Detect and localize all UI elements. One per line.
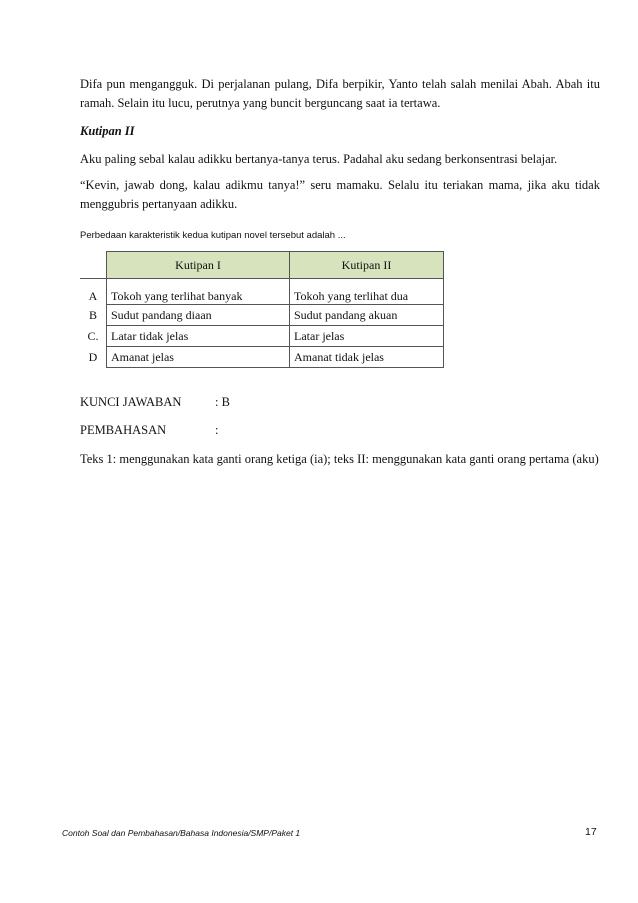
paragraph-aku: Aku paling sebal kalau adikku bertanya-tanya terus. Padahal aku sedang berkonsentrasi belajar. [80,152,558,166]
question-text: Perbedaan karakteristik kedua kutipan novel tersebut adalah ... [80,230,346,241]
pembahasan-label: PEMBAHASAN [80,423,167,437]
option-kutipan-2: Amanat tidak jelas [290,347,444,368]
table-header-kutipan-2: Kutipan II [290,252,444,279]
paragraph-kevin: “Kevin, jawab dong, kalau adikmu tanya!” seru mamaku. Selalu itu teriakan mama, jika aku tidak menggubris pertanyaan adikku. [80,178,600,211]
answer-options-table [80,251,444,368]
table-row [80,279,444,305]
pembahasan-value: : [215,423,219,437]
option-kutipan-1: Tokoh yang terlihat banyak [107,279,290,305]
option-kutipan-1: Sudut pandang diaan [107,305,290,326]
option-kutipan-1: Amanat jelas [107,347,290,368]
table-row [80,326,444,347]
kunci-jawaban-label: KUNCI JAWABAN [80,395,182,409]
option-letter: C. [87,328,99,343]
option-letter: B [88,307,97,322]
table-header-empty [80,252,107,279]
kunci-jawaban-value: : B [215,395,230,409]
option-kutipan-1: Latar tidak jelas [107,326,290,347]
option-kutipan-2: Latar jelas [290,326,444,347]
footer-text: Contoh Soal dan Pembahasan/Bahasa Indonesia/SMP/Paket 1 [62,828,301,838]
option-letter: A [88,289,98,304]
table-row [80,305,444,326]
kutipan-2-heading: Kutipan II [80,124,135,138]
option-kutipan-2: Sudut pandang akuan [290,305,444,326]
pembahasan-explanation: Teks 1: menggunakan kata ganti orang ketiga (ia); teks II: menggunakan kata ganti orang pertama (aku) [80,452,599,466]
paragraph-difa: Difa pun mengangguk. Di perjalanan pulang, Difa berpikir, Yanto telah salah menilai Abah. Abah itu ramah. Selain itu lucu, perutnya yang buncit berguncang saat ia tertawa. [80,77,600,110]
option-kutipan-2: Tokoh yang terlihat dua [290,279,444,305]
option-letter: D [88,349,98,364]
page-number: 17 [585,826,597,838]
table-header-row [80,252,444,279]
table-row [80,347,444,368]
table-header-kutipan-1: Kutipan I [107,252,290,279]
